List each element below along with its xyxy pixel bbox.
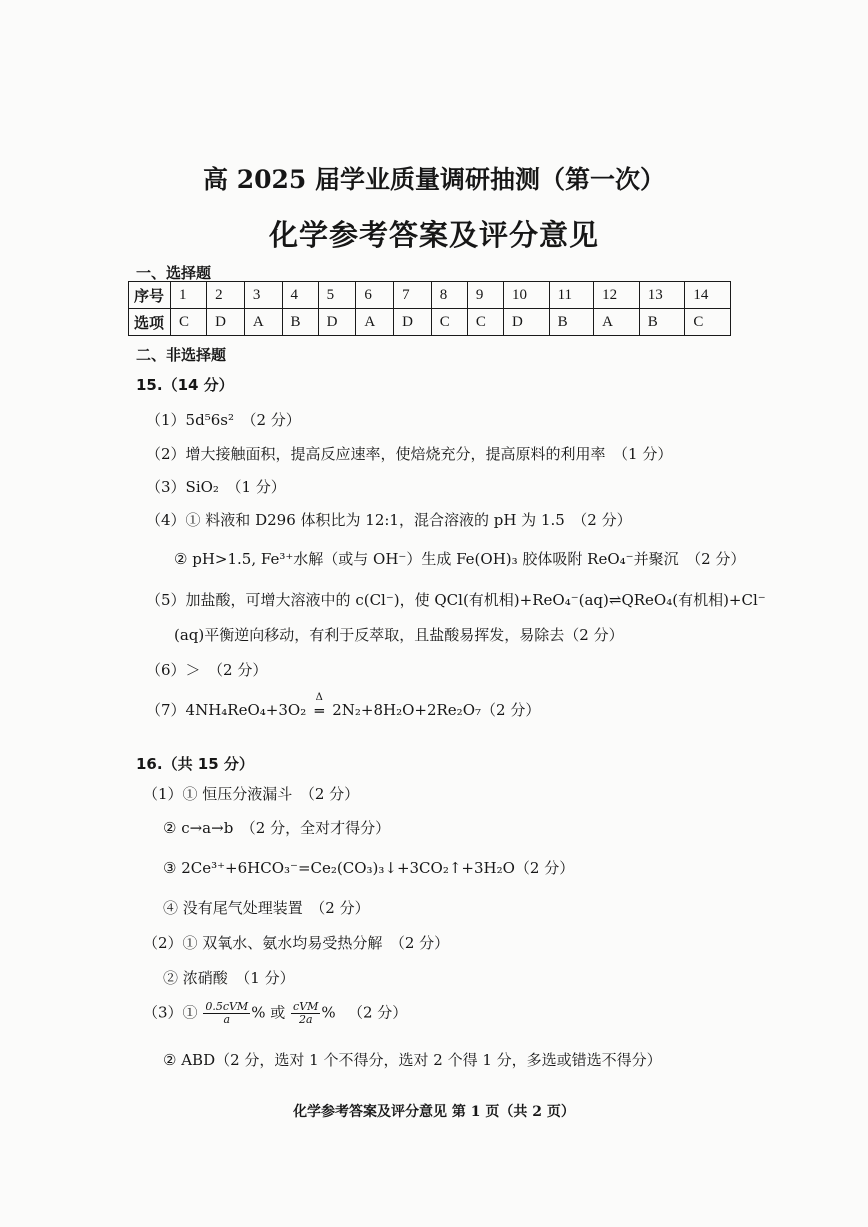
table-cell: 8 bbox=[431, 282, 467, 309]
answer-label: （1） bbox=[146, 411, 186, 429]
q16-answer-1-3: ③ 2Ce³⁺+6HCO₃⁻=Ce₂(CO₃)₃↓+3CO₂↑+3H₂O（2 分） bbox=[163, 859, 575, 877]
table-cell: 13 bbox=[639, 282, 685, 309]
reaction-condition: Δ ═ bbox=[306, 702, 332, 720]
page-footer: 化学参考答案及评分意见 第 1 页（共 2 页） bbox=[293, 1104, 575, 1120]
q15-answer-2: （2）增大接触面积，提高反应速率，使焙烧充分，提高原料的利用率 （1 分） bbox=[146, 445, 673, 463]
equation-right: 2N₂+8H₂O+2Re₂O₇ bbox=[332, 701, 482, 719]
or-text: 或 bbox=[270, 1003, 286, 1022]
table-cell: 3 bbox=[244, 282, 282, 309]
table-cell: 1 bbox=[171, 282, 207, 309]
fraction-numerator: cVM bbox=[293, 1000, 319, 1013]
question-15-heading: 15.（14 分） bbox=[136, 376, 234, 394]
table-cell: D bbox=[394, 309, 432, 336]
q16-answer-1-1: （1）① 恒压分液漏斗 （2 分） bbox=[143, 785, 360, 803]
table-cell: D bbox=[207, 309, 245, 336]
fraction-numerator: 0.5cVM bbox=[205, 1000, 249, 1013]
q15-answer-7 bbox=[146, 692, 541, 720]
q15-answer-4-2: ② pH>1.5, Fe³⁺水解（或与 OH⁻）生成 Fe(OH)₃ 胶体吸附 ReO₄⁻并聚沉 （2 分） bbox=[174, 550, 746, 568]
answer-table bbox=[128, 281, 731, 336]
q15-answer-1 bbox=[146, 409, 301, 430]
table-cell: A bbox=[356, 309, 394, 336]
q16-answer-1-4: ④ 没有尾气处理装置 （2 分） bbox=[163, 899, 370, 917]
row-label-number: 序号 bbox=[129, 282, 171, 309]
table-cell: C bbox=[685, 309, 731, 336]
answer-label: （3） bbox=[146, 478, 186, 496]
table-cell: D bbox=[504, 309, 550, 336]
q16-answer-2-2: ② 浓硝酸 （1 分） bbox=[163, 969, 295, 987]
q15-answer-5-line1: （5）加盐酸，可增大溶液中的 c(Cl⁻)，使 QCl(有机相)+ReO₄⁻(aq)⇌QReO₄(有机相)+Cl⁻ bbox=[146, 591, 766, 609]
table-cell: B bbox=[282, 309, 318, 336]
q15-answer-5-line2: (aq)平衡逆向移动，有利于反萃取，且盐酸易挥发，易除去（2 分） bbox=[174, 626, 624, 644]
table-cell: C bbox=[467, 309, 503, 336]
score: （2 分） bbox=[355, 1003, 408, 1022]
question-16-heading: 16.（共 15 分） bbox=[136, 755, 254, 773]
answer-label: （3）① bbox=[143, 1003, 198, 1022]
table-cell: 2 bbox=[207, 282, 245, 309]
fraction-denominator: 2a bbox=[298, 1013, 313, 1026]
q16-answer-3-2: ② ABD（2 分，选对 1 个不得分，选对 2 个得 1 分，多选或错选不得分） bbox=[163, 1051, 662, 1069]
q15-answer-4-1: （4）① 料液和 D296 体积比为 12:1，混合溶液的 pH 为 1.5 （2 分） bbox=[146, 511, 632, 529]
table-cell: 5 bbox=[318, 282, 356, 309]
section-heading-choice: 一、选择题 bbox=[136, 264, 212, 282]
formula: SiO₂ bbox=[185, 478, 219, 496]
table-cell: A bbox=[244, 309, 282, 336]
fraction-2 bbox=[291, 1001, 320, 1026]
score: （2 分） bbox=[481, 701, 541, 719]
fraction-denominator: a bbox=[223, 1013, 231, 1026]
q16-answer-3-1 bbox=[143, 1001, 407, 1026]
table-cell: 14 bbox=[685, 282, 731, 309]
page-subtitle: 化学参考答案及评分意见 bbox=[268, 218, 599, 252]
section-heading-nonchoice: 二、非选择题 bbox=[136, 346, 227, 364]
score: （2 分） bbox=[248, 411, 301, 429]
answer-label: （7） bbox=[146, 701, 186, 719]
score: （1 分） bbox=[233, 478, 286, 496]
table-cell: 11 bbox=[549, 282, 594, 309]
percent-sign: % bbox=[251, 1003, 266, 1022]
q16-answer-1-2: ② c→a→b （2 分，全对才得分） bbox=[163, 819, 391, 837]
fraction-1 bbox=[203, 1001, 250, 1026]
table-cell: C bbox=[171, 309, 207, 336]
table-cell: D bbox=[318, 309, 356, 336]
table-row-numbers bbox=[129, 282, 731, 309]
table-cell: B bbox=[549, 309, 594, 336]
equation-left: 4NH₄ReO₄+3O₂ bbox=[185, 701, 307, 719]
table-cell: A bbox=[594, 309, 640, 336]
table-cell: C bbox=[431, 309, 467, 336]
table-cell: 10 bbox=[504, 282, 550, 309]
heat-symbol: Δ bbox=[315, 692, 323, 703]
row-label-answer: 选项 bbox=[129, 309, 171, 336]
table-cell: B bbox=[639, 309, 685, 336]
q15-answer-6: （6）＞ （2 分） bbox=[146, 661, 268, 679]
electron-config: 5d⁵6s² bbox=[185, 411, 234, 429]
table-cell: 7 bbox=[394, 282, 432, 309]
page-title: 高 2025 届学业质量调研抽测（第一次） bbox=[203, 165, 665, 194]
table-cell: 6 bbox=[356, 282, 394, 309]
table-cell: 4 bbox=[282, 282, 318, 309]
table-row-answers bbox=[129, 309, 731, 336]
table-cell: 12 bbox=[594, 282, 640, 309]
q16-answer-2-1: （2）① 双氧水、氨水均易受热分解 （2 分） bbox=[143, 934, 450, 952]
q15-answer-3 bbox=[146, 476, 286, 497]
percent-sign: % bbox=[321, 1003, 336, 1022]
table-cell: 9 bbox=[467, 282, 503, 309]
